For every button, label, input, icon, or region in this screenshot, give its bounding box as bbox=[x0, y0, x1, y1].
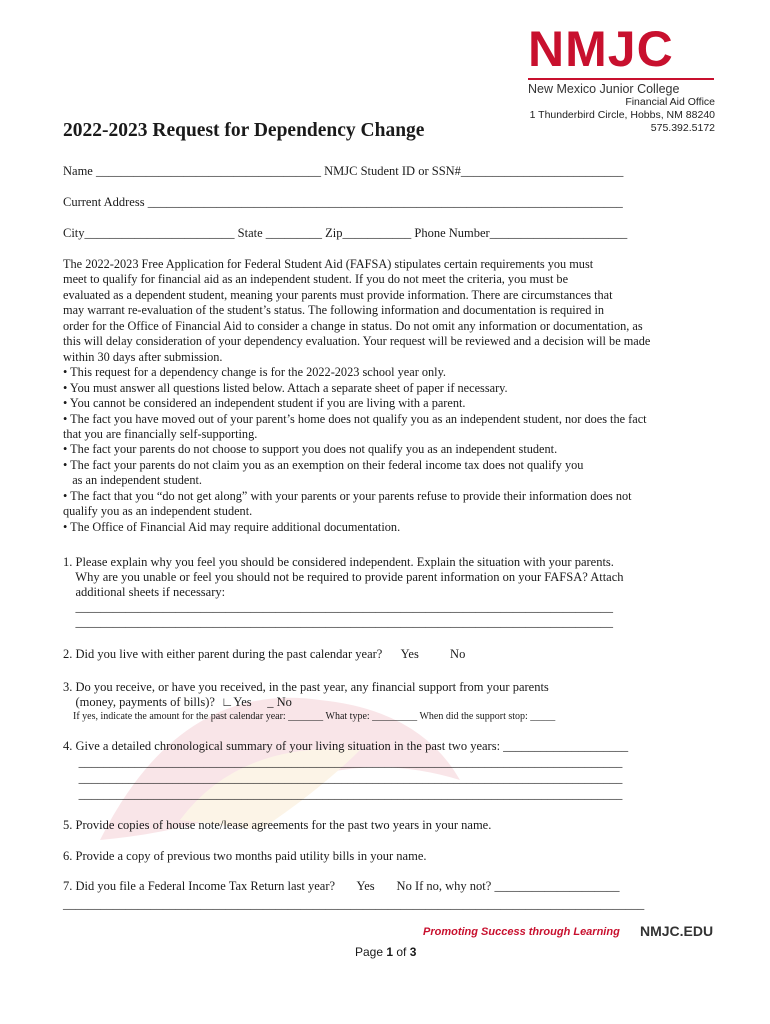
logo-subtitle: New Mexico Junior College bbox=[528, 82, 680, 96]
answer-line[interactable]: ______________________________________________________________________________________ bbox=[63, 615, 613, 629]
page-total: 3 bbox=[409, 945, 417, 959]
question-7-answer-line[interactable]: _____________________________________________________________________________________________ bbox=[63, 897, 645, 911]
question-7[interactable]: 7. Did you file a Federal Income Tax Return last year? Yes No If no, why not? ____________________ bbox=[63, 879, 620, 893]
question-4-line[interactable]: 4. Give a detailed chronological summary of your living situation in the past two years: ____________________ bbox=[63, 739, 629, 753]
question-3-line: 3. Do you receive, or have you received, in the past year, any financial support from your parents bbox=[63, 680, 549, 694]
intro-line: that you are financially self-supporting. bbox=[63, 426, 258, 441]
intro-text bbox=[63, 257, 703, 535]
intro-line: order for the Office of Financial Aid to consider a change in status. Do not omit any information or documentation, as bbox=[63, 318, 643, 333]
answer-line[interactable]: _______________________________________________________________________________________ bbox=[63, 787, 623, 801]
intro-bullet: • The fact you have moved out of your parent’s home does not qualify you as an independent student, nor does the fact bbox=[63, 411, 647, 426]
footer-tagline: Promoting Success through Learning bbox=[423, 926, 620, 938]
office-phone: 575.392.5172 bbox=[650, 122, 715, 134]
intro-bullet: • The fact your parents do not claim you as an exemption on their federal income tax does not qualify you bbox=[63, 457, 584, 472]
name-id-line[interactable]: Name ____________________________________ NMJC Student ID or SSN#__________________________ bbox=[63, 164, 624, 178]
intro-bullet: • You must answer all questions listed below. Attach a separate sheet of paper if necessary. bbox=[63, 380, 508, 395]
intro-line: may warrant re-evaluation of the student’s status. The following information and documentation is required in bbox=[63, 303, 605, 318]
question-1-line: 1. Please explain why you feel you should be considered independent. Explain the situation with your parents. bbox=[63, 555, 614, 569]
logo-rule bbox=[528, 78, 714, 80]
question-5: 5. Provide copies of house note/lease agreements for the past two years in your name. bbox=[63, 818, 492, 832]
intro-line: within 30 days after submission. bbox=[63, 349, 223, 364]
intro-bullet: • The Office of Financial Aid may require additional documentation. bbox=[63, 519, 401, 534]
office-address bbox=[530, 96, 715, 135]
answer-line[interactable]: ______________________________________________________________________________________ bbox=[63, 600, 613, 614]
intro-line: meet to qualify for financial aid as an independent student. If you do not meet the criteria, you must be bbox=[63, 272, 569, 287]
address-line[interactable]: Current Address ____________________________________________________________________________ bbox=[63, 195, 623, 209]
page-prefix: Page bbox=[355, 945, 387, 959]
intro-line: this will delay consideration of your dependency evaluation. Your request will be reviewed and a decision will be made bbox=[63, 334, 651, 349]
intro-line: as an independent student. bbox=[63, 473, 202, 488]
question-3-options[interactable]: (money, payments of bills)? ∟Yes _ No bbox=[63, 695, 292, 709]
question-3-details[interactable]: If yes, indicate the amount for the past calendar year: _______ What type: _________ When did the support stop: _____ bbox=[63, 711, 556, 722]
answer-line[interactable]: _______________________________________________________________________________________ bbox=[63, 755, 623, 769]
question-2[interactable]: 2. Did you live with either parent during the past calendar year? Yes No bbox=[63, 647, 466, 661]
intro-bullet: • The fact your parents do not choose to support you does not qualify you as an independent student. bbox=[63, 442, 558, 457]
city-state-zip-phone-line[interactable]: City________________________ State _________ Zip___________ Phone Number______________________ bbox=[63, 226, 628, 240]
logo-text: NMJC bbox=[528, 21, 674, 77]
intro-line: evaluated as a dependent student, meaning your parents must provide information. There are circumstances that bbox=[63, 287, 613, 302]
question-6: 6. Provide a copy of previous two months paid utility bills in your name. bbox=[63, 849, 427, 863]
footer-url[interactable]: NMJC.EDU bbox=[640, 923, 714, 939]
nmjc-logo bbox=[528, 21, 718, 96]
page-number bbox=[355, 945, 416, 959]
intro-bullet: • The fact that you “do not get along” with your parents or your parents refuse to provide their information does not bbox=[63, 488, 632, 503]
office-street: 1 Thunderbird Circle, Hobbs, NM 88240 bbox=[529, 109, 715, 121]
answer-line[interactable]: _______________________________________________________________________________________ bbox=[63, 771, 623, 785]
intro-bullet: • This request for a dependency change is for the 2022-2023 school year only. bbox=[63, 365, 447, 380]
intro-line: qualify you as an independent student. bbox=[63, 504, 253, 519]
question-1-line: additional sheets if necessary: bbox=[63, 585, 226, 599]
office-name: Financial Aid Office bbox=[625, 96, 715, 108]
page-current: 1 bbox=[386, 945, 394, 959]
intro-line: The 2022-2023 Free Application for Federal Student Aid (FAFSA) stipulates certain requirements you must bbox=[63, 257, 594, 271]
question-1-line: Why are you unable or feel you should not be required to provide parent information on your FAFSA? Attach bbox=[63, 570, 624, 584]
intro-bullet: • You cannot be considered an independent student if you are living with a parent. bbox=[63, 396, 466, 411]
page-of: of bbox=[393, 945, 410, 959]
form-title: 2022-2023 Request for Dependency Change bbox=[63, 120, 425, 141]
